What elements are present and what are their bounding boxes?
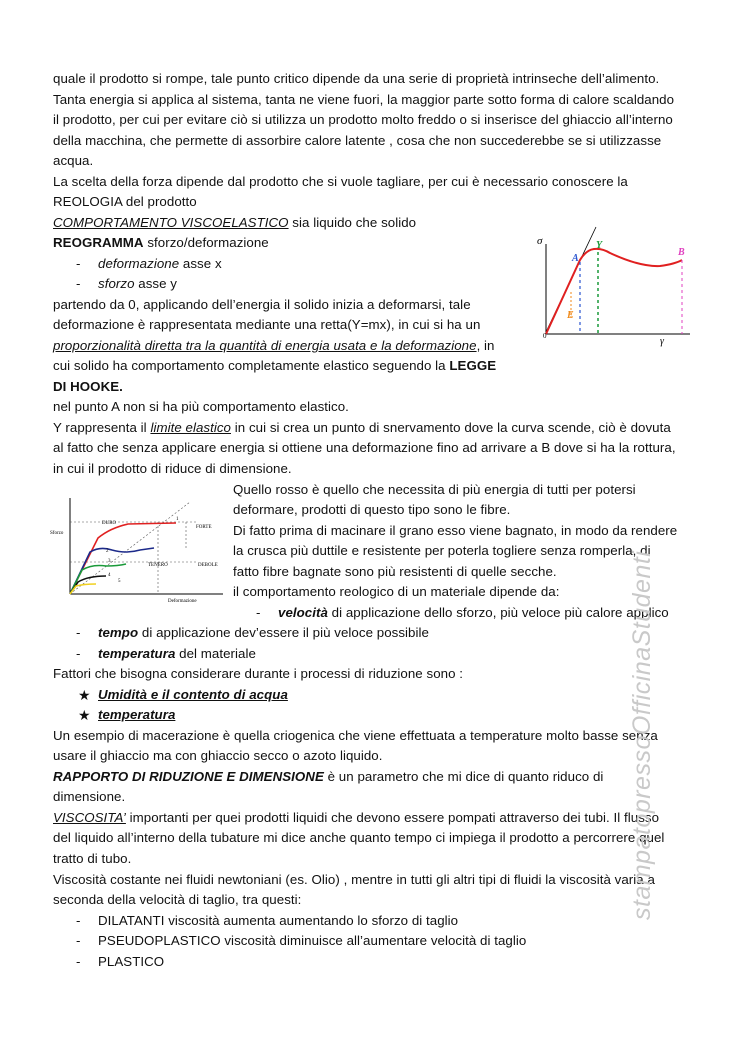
text-line: dimensione. (53, 789, 126, 804)
list-item: Umidità e il contento di acqua (98, 687, 288, 702)
label-n1: 1 (176, 517, 179, 522)
list-item: PSEUDOPLASTICO viscosità diminuisce all’aumentare velocità di taglio (98, 933, 527, 948)
label-debole: DEBOLE (198, 563, 218, 568)
star-icon: ★ (78, 707, 91, 723)
text-line: del liquido all’interno della tubature mi dice anche quanto tempo ci impiega il prodotto a percorrere quel (53, 830, 665, 845)
label-n5: 5 (118, 579, 121, 584)
label-tenero: TENERO (148, 563, 168, 568)
stress-strain-curve (546, 249, 682, 334)
dash-bullet: - (76, 256, 81, 271)
text-line: VISCOSITA’ importanti per quei prodotti liquidi che devono essere pompati attraverso dei tubi. Il flusso (53, 810, 660, 825)
text-line: REOLOGIA del prodotto (53, 194, 197, 209)
dash-bullet: - (76, 276, 81, 291)
point-a-label: A (572, 253, 579, 264)
text-line: cui solido ha comportamento completamente elastico seguendo la LEGGE (53, 358, 497, 373)
text-line: Tanta energia si applica al sistema, tanta ne viene fuori, la maggior parte sotto forma di calore scaldando (53, 92, 675, 107)
rheogram-figure (530, 222, 700, 347)
list-item: deformazione asse x (98, 256, 222, 271)
dash-bullet: - (76, 933, 81, 948)
origin-label: 0 (543, 332, 547, 340)
heading-reogramma: REOGRAMMA (53, 235, 144, 250)
text-line: la crusca più duttile e resistente per poterla togliere senza romperla, di (233, 543, 651, 558)
text-line: in cui il prodotto di riduce di dimensione. (53, 461, 292, 476)
list-item: sforzo asse y (98, 276, 177, 291)
curve-duro (70, 523, 176, 594)
text-line: deformare, prodotti di questo tipo sono le fibre. (233, 502, 511, 517)
list-item: tempo di applicazione dev’essere il più veloce possibile (98, 625, 429, 640)
text-line: Fattori che bisogna considerare durante i processi di riduzione sono : (53, 666, 464, 681)
text-line: usare il ghiaccio ma con ghiaccio secco o azoto liquido. (53, 748, 383, 763)
text-line: RAPPORTO DI RIDUZIONE E DIMENSIONE è un parametro che mi dice di quanto riduco di (53, 769, 604, 784)
text-line: acqua. (53, 153, 94, 168)
text-line: Viscosità costante nei fluidi newtoniani (es. Olio) , mentre in tutti gli altri tipi di fluidi la viscosità varia a (53, 872, 655, 887)
text-line: Y rappresenta il limite elastico in cui si crea un punto di snervamento dove la curva scende, ciò è dovuta (53, 420, 671, 435)
dash-bullet: - (76, 646, 81, 661)
text-line: Quello rosso è quello che necessita di più energia di tutti per potersi (233, 482, 636, 497)
text-line: partendo da 0, applicando dell’energia il solido inizia a deformarsi, tale (53, 297, 471, 312)
text-line: DI HOOKE. (53, 379, 123, 394)
text-line: nel punto A non si ha più comportamento elastico. (53, 399, 349, 414)
text-line: il comportamento reologico di un materiale dipende da: (233, 584, 560, 599)
text-line: Di fatto prima di macinare il grano esso viene bagnato, in modo da rendere (233, 523, 678, 538)
text-line: La scelta della forza dipende dal prodotto che si vuole tagliare, per cui è necessario conoscere la (53, 174, 628, 189)
text-line: deformazione è rappresentata mediante una retta(Y=mx), in cui si ha un (53, 317, 481, 332)
y-axis-label: Sforzo (50, 531, 64, 536)
curve-2 (70, 548, 154, 594)
heading-viscoelastico: COMPORTAMENTO VISCOELASTICO (53, 215, 289, 230)
gamma-label: γ (660, 336, 664, 347)
list-item: temperatura (98, 707, 176, 722)
text-line: tratto di tubo. (53, 851, 132, 866)
text-line: REOGRAMMA sforzo/deformazione (53, 235, 269, 250)
star-icon: ★ (78, 687, 91, 703)
dash-bullet: - (76, 954, 81, 969)
text-line: il prodotto, per cui per evitare ciò si utilizza un prodotto molto freddo o si inserisce del ghiaccio all’interno (53, 112, 673, 127)
watermark-text: stampatopressoOfficinaStudenti (628, 550, 656, 920)
text-line: COMPORTAMENTO VISCOELASTICO sia liquido che solido (53, 215, 417, 230)
dash-bullet: - (256, 605, 261, 620)
text-line: Un esempio di macerazione è quella criogenica che viene effettuata a temperature molto basse senza (53, 728, 658, 743)
point-y-label: Y (596, 240, 603, 251)
list-item: velocità di applicazione dello sforzo, più veloce più calore applico (278, 605, 669, 620)
label-duro: DURO (102, 521, 117, 526)
point-e-label: E (567, 310, 574, 321)
dash-bullet: - (76, 625, 81, 640)
label-forte: FORTE (196, 525, 212, 530)
dash-bullet: - (76, 913, 81, 928)
point-b-label: B (678, 247, 685, 258)
materials-figure (48, 490, 228, 605)
text-line: quale il prodotto si rompe, tale punto critico dipende da una serie di proprietà intrinseche dell’alimento. (53, 71, 660, 86)
label-n4: 4 (108, 573, 111, 578)
text-line: fatto fibre bagnate sono più resistenti di quelle secche. (233, 564, 557, 579)
label-n3: 3 (108, 559, 111, 564)
label-n2: 2 (106, 549, 109, 554)
text-line: seconda della velocità di taglio, tra questi: (53, 892, 302, 907)
text-line: al fatto che senza applicare energia si ottiene una deformazione fino ad arrivare a B dove si ha la rottura, (53, 440, 676, 455)
list-item: PLASTICO (98, 954, 165, 969)
sigma-label: σ (537, 235, 543, 247)
list-item: DILATANTI viscosità aumenta aumentando lo sforzo di taglio (98, 913, 459, 928)
x-axis-label: Deformazione (168, 599, 197, 604)
text-line: proporzionalità diretta tra la quantità di energia usata e la deformazione, in (53, 338, 495, 353)
list-item: temperatura del materiale (98, 646, 256, 661)
text-line: della macchina, che permette di assorbire calore latente , cosa che non succederebbe se si utilizzasse (53, 133, 662, 148)
